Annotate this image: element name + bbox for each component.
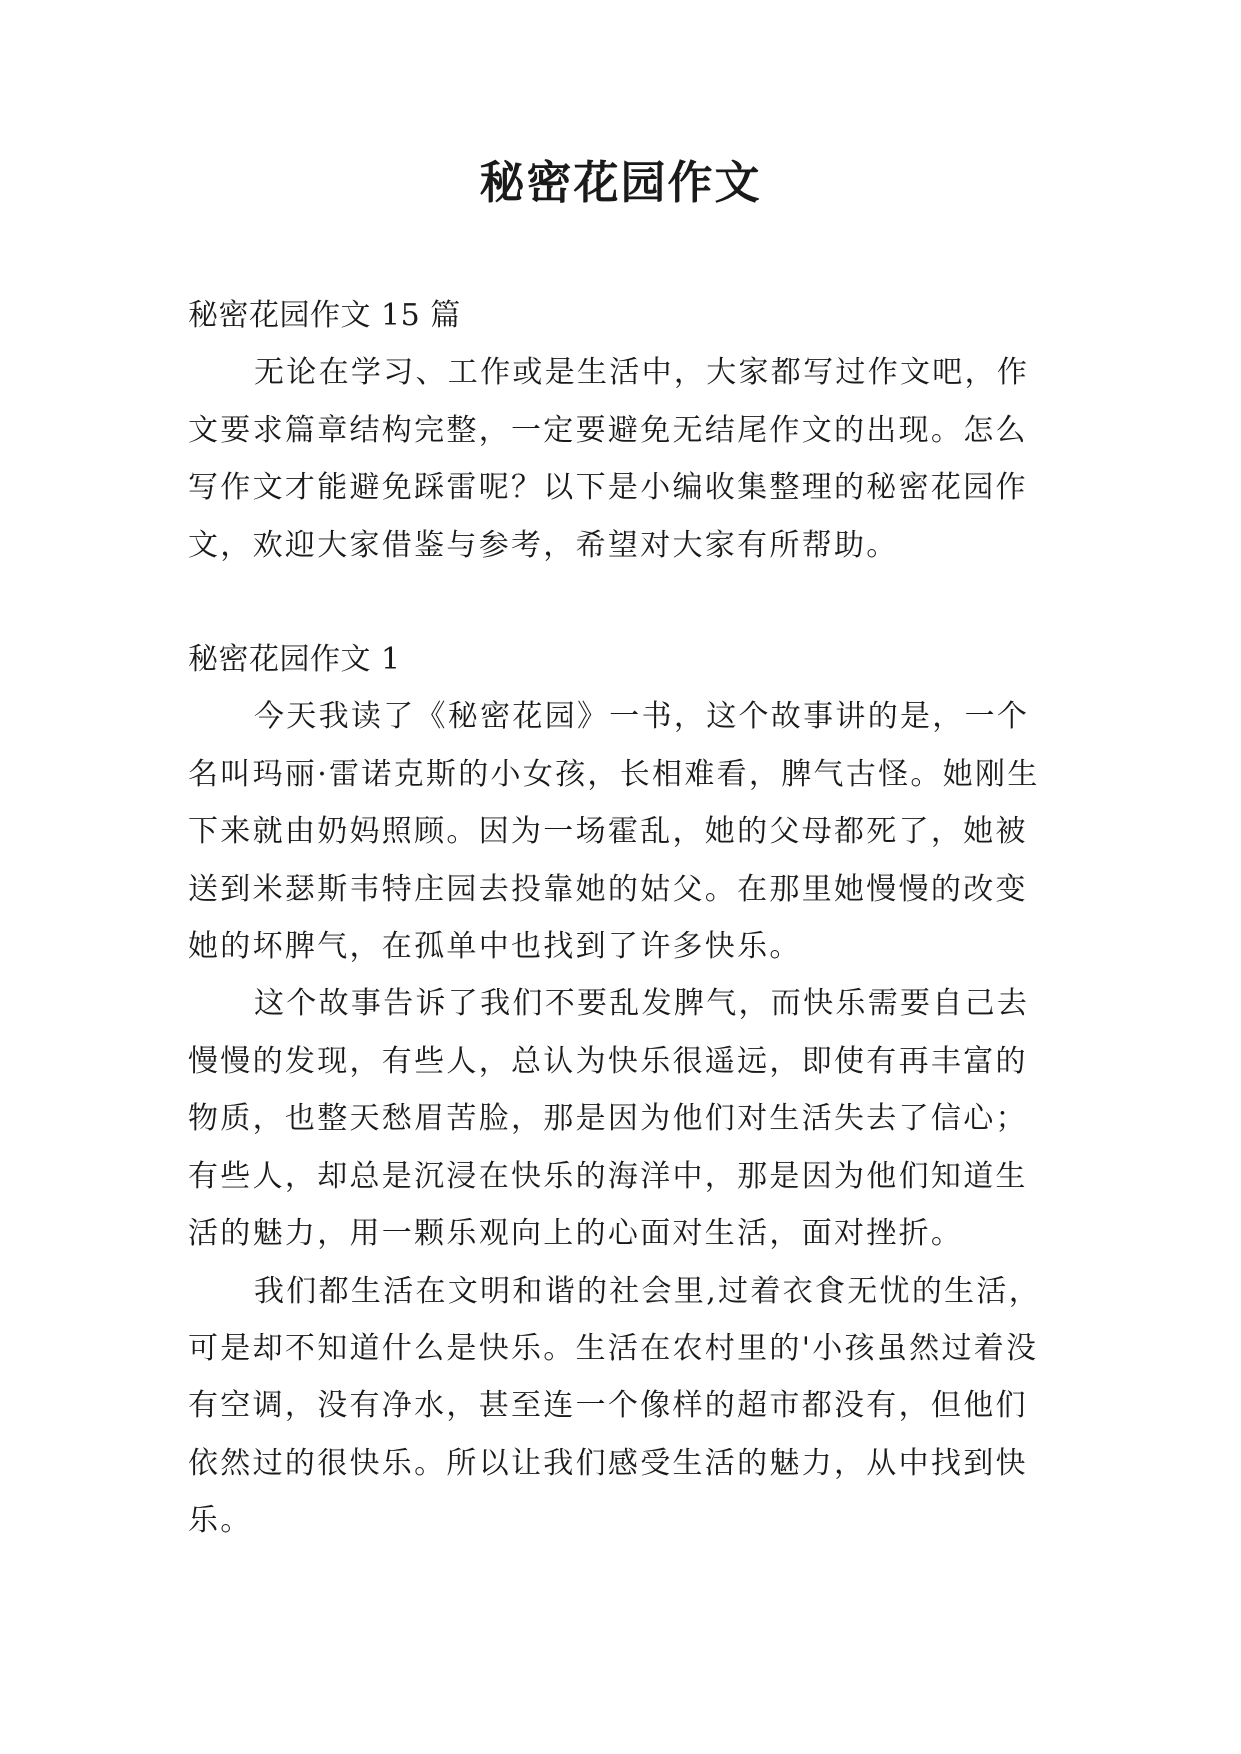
essay-1-paragraph-1: 今天我读了《秘密花园》一书，这个故事讲的是，一个名叫玛丽·雷诺克斯的小女孩，长相难看，脾气古怪。她刚生下来就由奶妈照顾。因为一场霍乱，她的父母都死了，她被送到米瑟斯韦特庄园去投靠她的姑父。在那里她慢慢的改变她的坏脾气，在孤单中也找到了许多快乐。 — [188, 699, 1040, 965]
essay-1-paragraph-2: 这个故事告诉了我们不要乱发脾气，而快乐需要自己去慢慢的发现，有些人，总认为快乐很遥远，即使有再丰富的物质，也整天愁眉苦脸，那是因为他们对生活失去了信心；有些人，却总是沉浸在快乐的海洋中，那是因为他们知道生活的魅力，用一颗乐观向上的心面对生活，面对挫折。 — [188, 986, 1030, 1252]
collection-heading: 秘密花园作文 15 篇 — [188, 298, 461, 333]
document-title: 秘密花园作文 — [479, 156, 762, 209]
document-body — [188, 287, 1053, 1550]
essay-1-paragraph-3: 我们都生活在文明和谐的社会里,过着衣食无忧的生活，可是却不知道什么是快乐。生活在农村里的'小孩虽然过着没有空调，没有净水，甚至连一个像样的超市都没有，但他们依然过的很快乐。所以让我们感受生活的魅力，从中找到快乐。 — [188, 1273, 1042, 1539]
intro-paragraph: 无论在学习、工作或是生活中，大家都写过作文吧，作文要求篇章结构完整，一定要避免无结尾作文的出现。怎么写作文才能避免踩雷呢？以下是小编收集整理的秘密花园作文，欢迎大家借鉴与参考，希望对大家有所帮助。 — [188, 355, 1030, 563]
section-spacer — [188, 574, 1053, 631]
essay-1-heading: 秘密花园作文 1 — [188, 642, 401, 678]
